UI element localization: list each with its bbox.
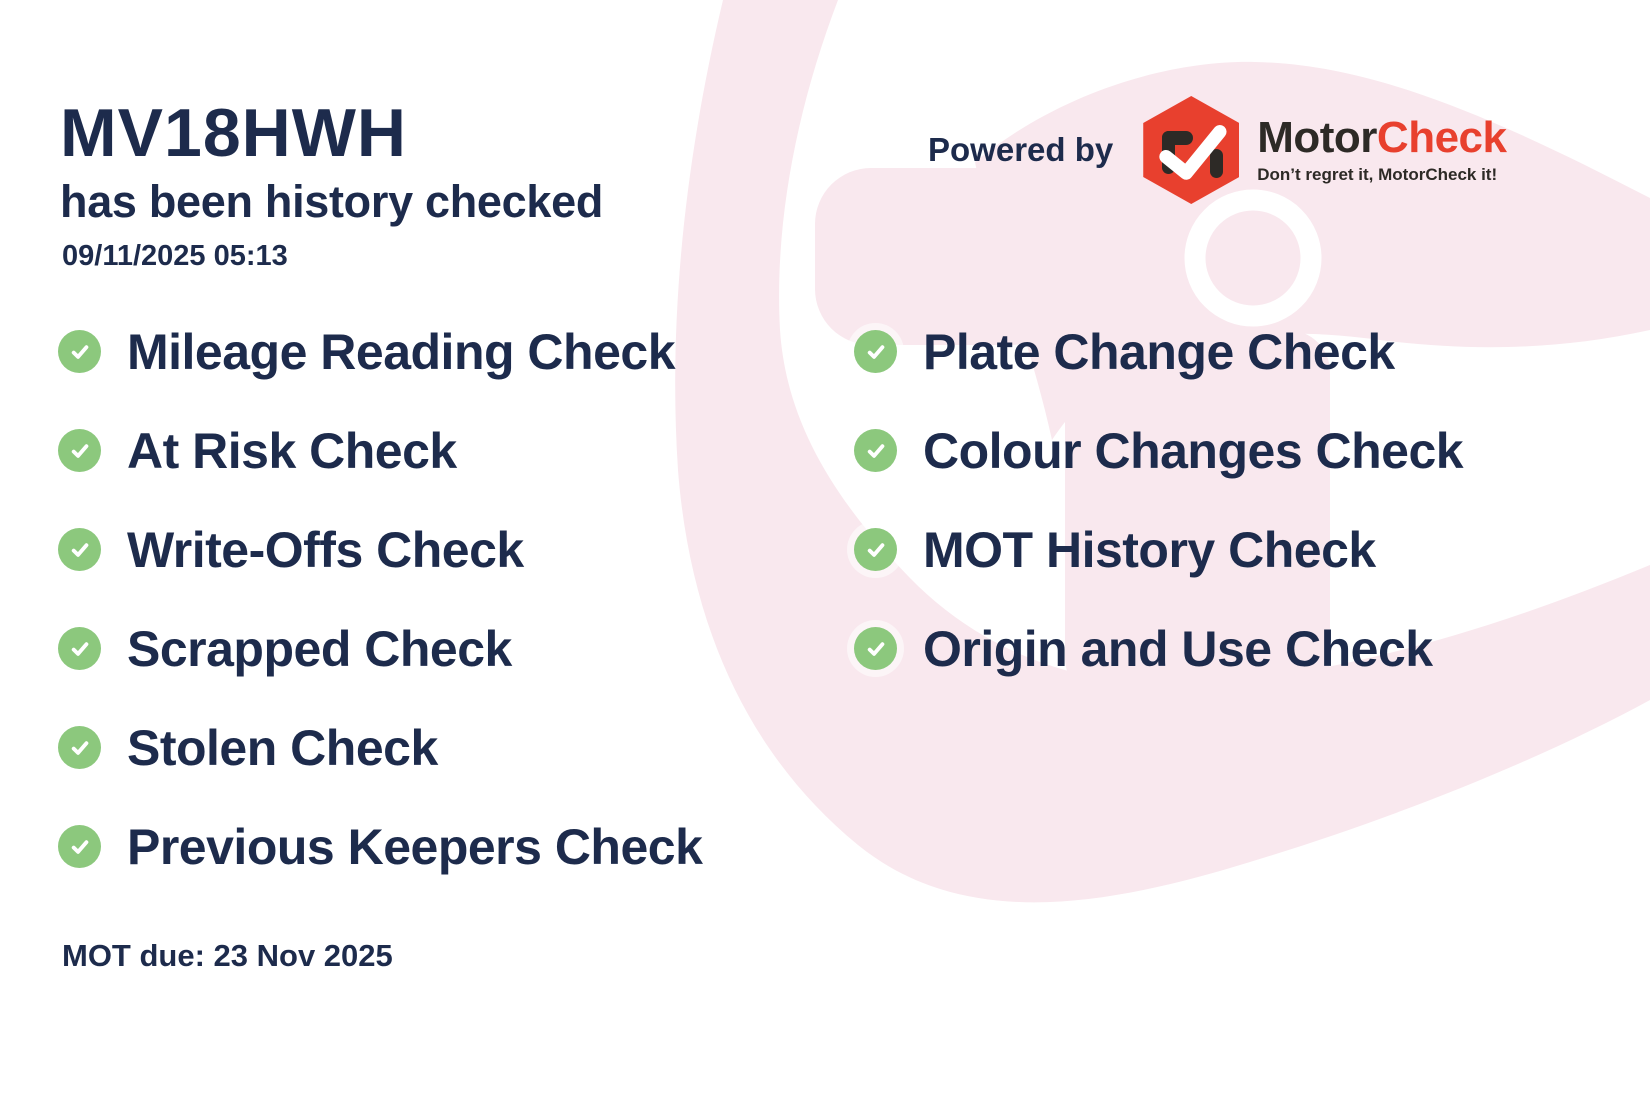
check-item bbox=[854, 500, 1463, 599]
check-item-label: Colour Changes Check bbox=[923, 422, 1464, 479]
green-check-icon bbox=[58, 330, 101, 373]
card-subtitle: has been history checked bbox=[60, 176, 604, 227]
green-check-icon bbox=[854, 330, 897, 373]
green-check-icon bbox=[58, 726, 101, 769]
check-item-label: Previous Keepers Check bbox=[127, 818, 703, 875]
green-check-icon bbox=[58, 429, 101, 472]
brand-name-motor: Motor bbox=[1257, 113, 1377, 163]
check-timestamp: 09/11/2025 05:13 bbox=[62, 240, 288, 272]
powered-by-label: Powered by bbox=[928, 131, 1114, 168]
check-item-label: Stolen Check bbox=[127, 719, 438, 776]
green-check-icon bbox=[58, 627, 101, 670]
check-item bbox=[854, 302, 1463, 401]
check-item-label: Scrapped Check bbox=[127, 620, 512, 677]
brand-name-check: Check bbox=[1376, 113, 1507, 163]
check-item bbox=[854, 401, 1463, 500]
green-check-icon bbox=[854, 627, 897, 670]
logo-checkmark-icon bbox=[1143, 96, 1239, 204]
check-item bbox=[58, 599, 702, 698]
check-item bbox=[58, 797, 702, 896]
check-list-right bbox=[854, 302, 1463, 698]
check-item bbox=[58, 302, 702, 401]
brand-row bbox=[928, 94, 1507, 206]
check-list-left bbox=[58, 302, 702, 896]
motorcheck-hexagon-icon bbox=[1143, 96, 1239, 204]
check-item bbox=[58, 698, 702, 797]
green-check-icon bbox=[854, 528, 897, 571]
registration-plate: MV18HWH bbox=[60, 95, 408, 171]
check-item-label: Origin and Use Check bbox=[923, 620, 1433, 677]
mot-due-text: MOT due: 23 Nov 2025 bbox=[62, 938, 393, 973]
brand-name bbox=[1257, 115, 1506, 161]
check-item bbox=[854, 599, 1463, 698]
check-item bbox=[58, 500, 702, 599]
brand-text-block bbox=[1257, 115, 1506, 184]
brand-tagline: Don’t regret it, MotorCheck it! bbox=[1257, 164, 1498, 184]
check-item-label: MOT History Check bbox=[923, 521, 1376, 578]
green-check-icon bbox=[58, 528, 101, 571]
check-item bbox=[58, 401, 702, 500]
check-item-label: Plate Change Check bbox=[923, 323, 1395, 380]
check-item-label: Write-Offs Check bbox=[127, 521, 524, 578]
green-check-icon bbox=[854, 429, 897, 472]
check-item-label: At Risk Check bbox=[127, 422, 457, 479]
check-item-label: Mileage Reading Check bbox=[127, 323, 675, 380]
green-check-icon bbox=[58, 825, 101, 868]
